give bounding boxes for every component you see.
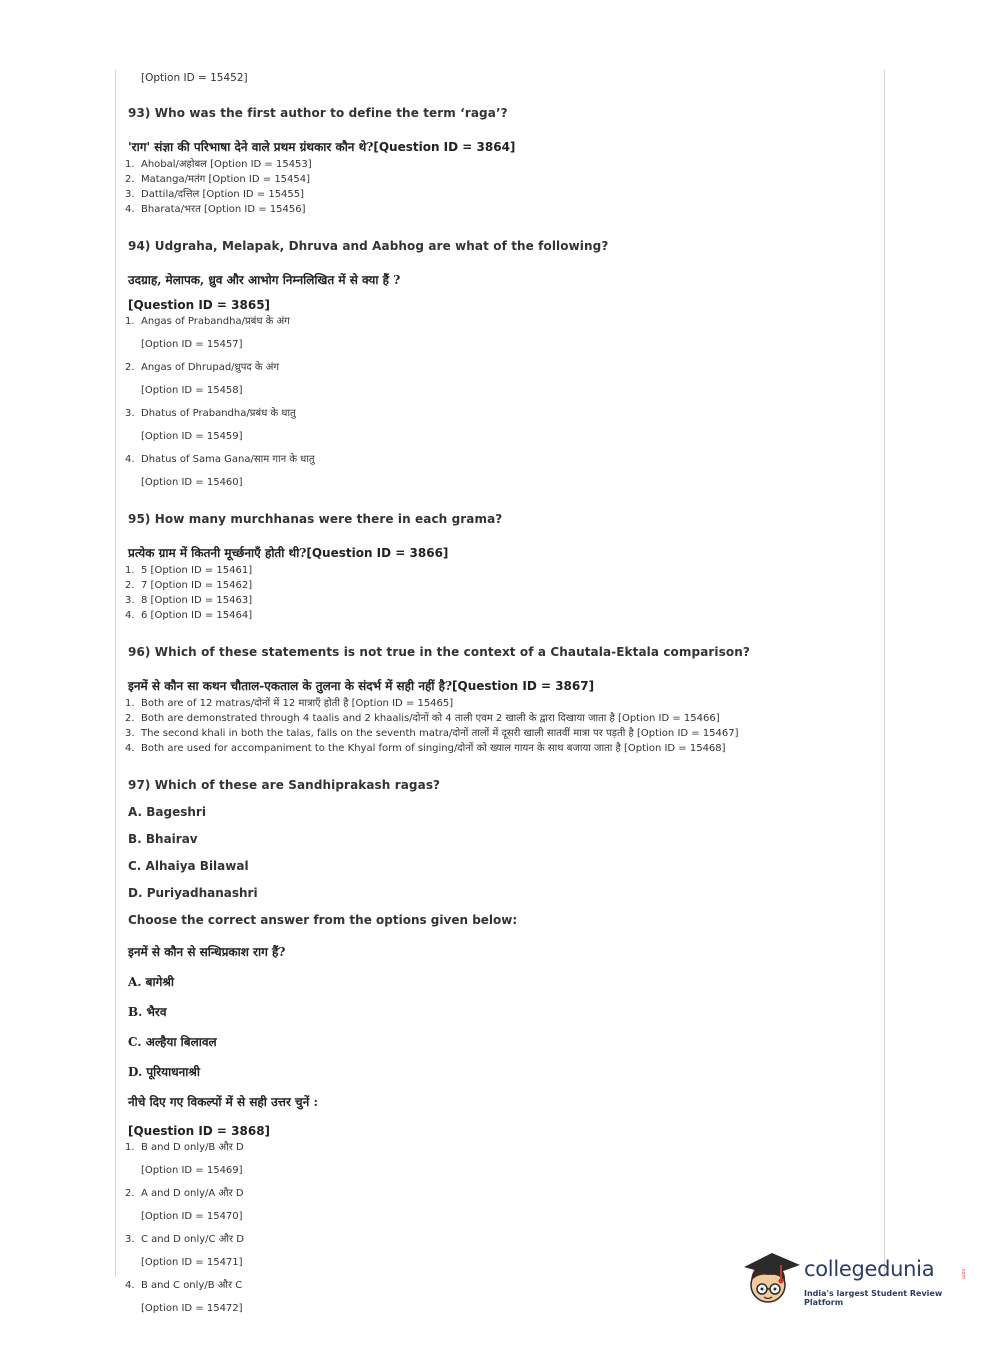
option-item: 4. 6 [Option ID = 15464] xyxy=(125,610,253,621)
option-list xyxy=(125,563,870,623)
option-item: 2. Matanga/मतंग [Option ID = 15454] xyxy=(125,174,311,185)
question-id: [Question ID = 3868] xyxy=(128,1124,271,1138)
question-title: 96) Which of these statements is not true in the context of a Chautala-Ektala comparison? xyxy=(128,645,750,659)
option-list xyxy=(125,696,870,756)
right-margin-line xyxy=(884,70,885,1277)
option-id: [Option ID = 15471] xyxy=(141,1257,243,1268)
question-title: 97) Which of these are Sandhiprakash ragas? xyxy=(128,778,441,792)
option-item: 2. Angas of Dhrupad/ध्रुपद के अंग [Option ID = 15458] xyxy=(125,360,870,398)
question-95 xyxy=(125,512,870,623)
option-item: 1. B and D only/B और D [Option ID = 15469] xyxy=(125,1140,870,1178)
option-item: 3. C and D only/C और D [Option ID = 15471] xyxy=(125,1232,870,1270)
choose-instruction-hindi: नीचे दिए गए विकल्पों में से सही उत्तर चुनें : xyxy=(128,1095,318,1109)
option-id: [Option ID = 15460] xyxy=(141,477,243,488)
document-content xyxy=(125,72,870,1324)
option-item: 3. 8 [Option ID = 15463] xyxy=(125,595,253,606)
statement-item: C. Alhaiya Bilawal xyxy=(128,859,249,873)
question-93 xyxy=(125,106,870,217)
option-id: [Option ID = 15458] xyxy=(141,385,243,396)
choose-instruction: Choose the correct answer from the options given below: xyxy=(128,913,518,927)
question-hindi: इनमें से कौन सा कथन चौताल-एकताल के तुलना के संदर्भ में सही नहीं है?[Question ID = 3867] xyxy=(128,679,595,693)
option-item: 1. Ahobal/अहोबल [Option ID = 15453] xyxy=(125,159,312,170)
option-item: 4. B and C only/B और C [Option ID = 15472] xyxy=(125,1278,870,1316)
question-97 xyxy=(125,778,870,1316)
left-margin-line xyxy=(115,70,116,1277)
logo-tagline: India's largest Student Review Platform xyxy=(804,1289,943,1307)
question-hindi: प्रत्येक ग्राम में कितनी मूर्च्छनाएँ होती थी?[Question ID = 3866] xyxy=(128,546,449,560)
option-item: 4. Dhatus of Sama Gana/साम गान के धातु [Option ID = 15460] xyxy=(125,452,870,490)
question-hindi: इनमें से कौन से सन्धिप्रकाश राग हैं? xyxy=(128,945,286,959)
question-title: 94) Udgraha, Melapak, Dhruva and Aabhog are what of the following? xyxy=(128,239,609,253)
previous-option-id: [Option ID = 15452] xyxy=(141,72,248,84)
option-id: [Option ID = 15472] xyxy=(141,1303,243,1314)
collegedunia-logo[interactable] xyxy=(742,1251,972,1311)
option-item: 2. Both are demonstrated through 4 taalis and 2 khaalis/दोनों को 4 ताली एवम 2 खाली के द्वारा दिखाया जाता है [Option ID = 15466] xyxy=(125,713,720,724)
option-item: 2. 7 [Option ID = 15462] xyxy=(125,580,253,591)
mascot-icon xyxy=(742,1251,802,1309)
option-id: [Option ID = 15457] xyxy=(141,339,243,350)
statement-item-hindi: C. अल्हैया बिलावल xyxy=(128,1035,217,1049)
question-id: [Question ID = 3865] xyxy=(128,298,271,312)
option-item: 1. 5 [Option ID = 15461] xyxy=(125,565,253,576)
option-item: 1. Angas of Prabandha/प्रबंध के अंग [Option ID = 15457] xyxy=(125,314,870,352)
option-id: [Option ID = 15469] xyxy=(141,1165,243,1176)
option-item: 4. Both are used for accompaniment to the Khyal form of singing/दोनों को ख्याल गायन के साथ बजाया जाता है [Option ID = 15468] xyxy=(125,743,726,754)
question-id: [Question ID = 3866] xyxy=(306,546,449,560)
option-list xyxy=(125,314,870,490)
question-94 xyxy=(125,239,870,490)
question-id: [Question ID = 3864] xyxy=(373,140,516,154)
question-96 xyxy=(125,645,870,756)
statement-item: B. Bhairav xyxy=(128,832,198,846)
option-id: [Option ID = 15470] xyxy=(141,1211,243,1222)
statement-item: A. Bageshri xyxy=(128,805,206,819)
question-title: 95) How many murchhanas were there in each grama? xyxy=(128,512,503,526)
option-item: 3. Dhatus of Prabandha/प्रबंध के धातु [Option ID = 15459] xyxy=(125,406,870,444)
option-item: 2. A and D only/A और D [Option ID = 15470] xyxy=(125,1186,870,1224)
statement-item-hindi: D. पूरियाधनाश्री xyxy=(128,1065,200,1079)
option-item: 4. Bharata/भरत [Option ID = 15456] xyxy=(125,204,306,215)
question-hindi: 'राग' संज्ञा की परिभाषा देने वाले प्रथम ग्रंथकार कौन थे?[Question ID = 3864] xyxy=(128,140,516,154)
option-item: 1. Both are of 12 matras/दोनों में 12 मात्राएँ होती है [Option ID = 15465] xyxy=(125,698,454,709)
question-id: [Question ID = 3867] xyxy=(452,679,595,693)
logo-com: .com xyxy=(960,1267,966,1280)
question-hindi: उदग्राह, मेलापक, ध्रुव और आभोग निम्नलिखित में से क्या हैं ? xyxy=(128,273,401,287)
option-item: 3. The second khali in both the talas, falls on the seventh matra/दोनों तालों में दूसरी खाली सातवीं मात्रा पर पड़ती है [Option ID = 15467] xyxy=(125,728,739,739)
statement-item: D. Puriyadhanashri xyxy=(128,886,258,900)
logo-wordmark: collegedunia xyxy=(804,1257,935,1281)
question-title: 93) Who was the first author to define the term ‘raga’? xyxy=(128,106,508,120)
statement-item-hindi: B. भैरव xyxy=(128,1005,167,1019)
statement-item-hindi: A. बागेश्री xyxy=(128,975,174,989)
option-item: 3. Dattila/दत्तिल [Option ID = 15455] xyxy=(125,189,305,200)
option-id: [Option ID = 15459] xyxy=(141,431,243,442)
option-list xyxy=(125,157,870,217)
